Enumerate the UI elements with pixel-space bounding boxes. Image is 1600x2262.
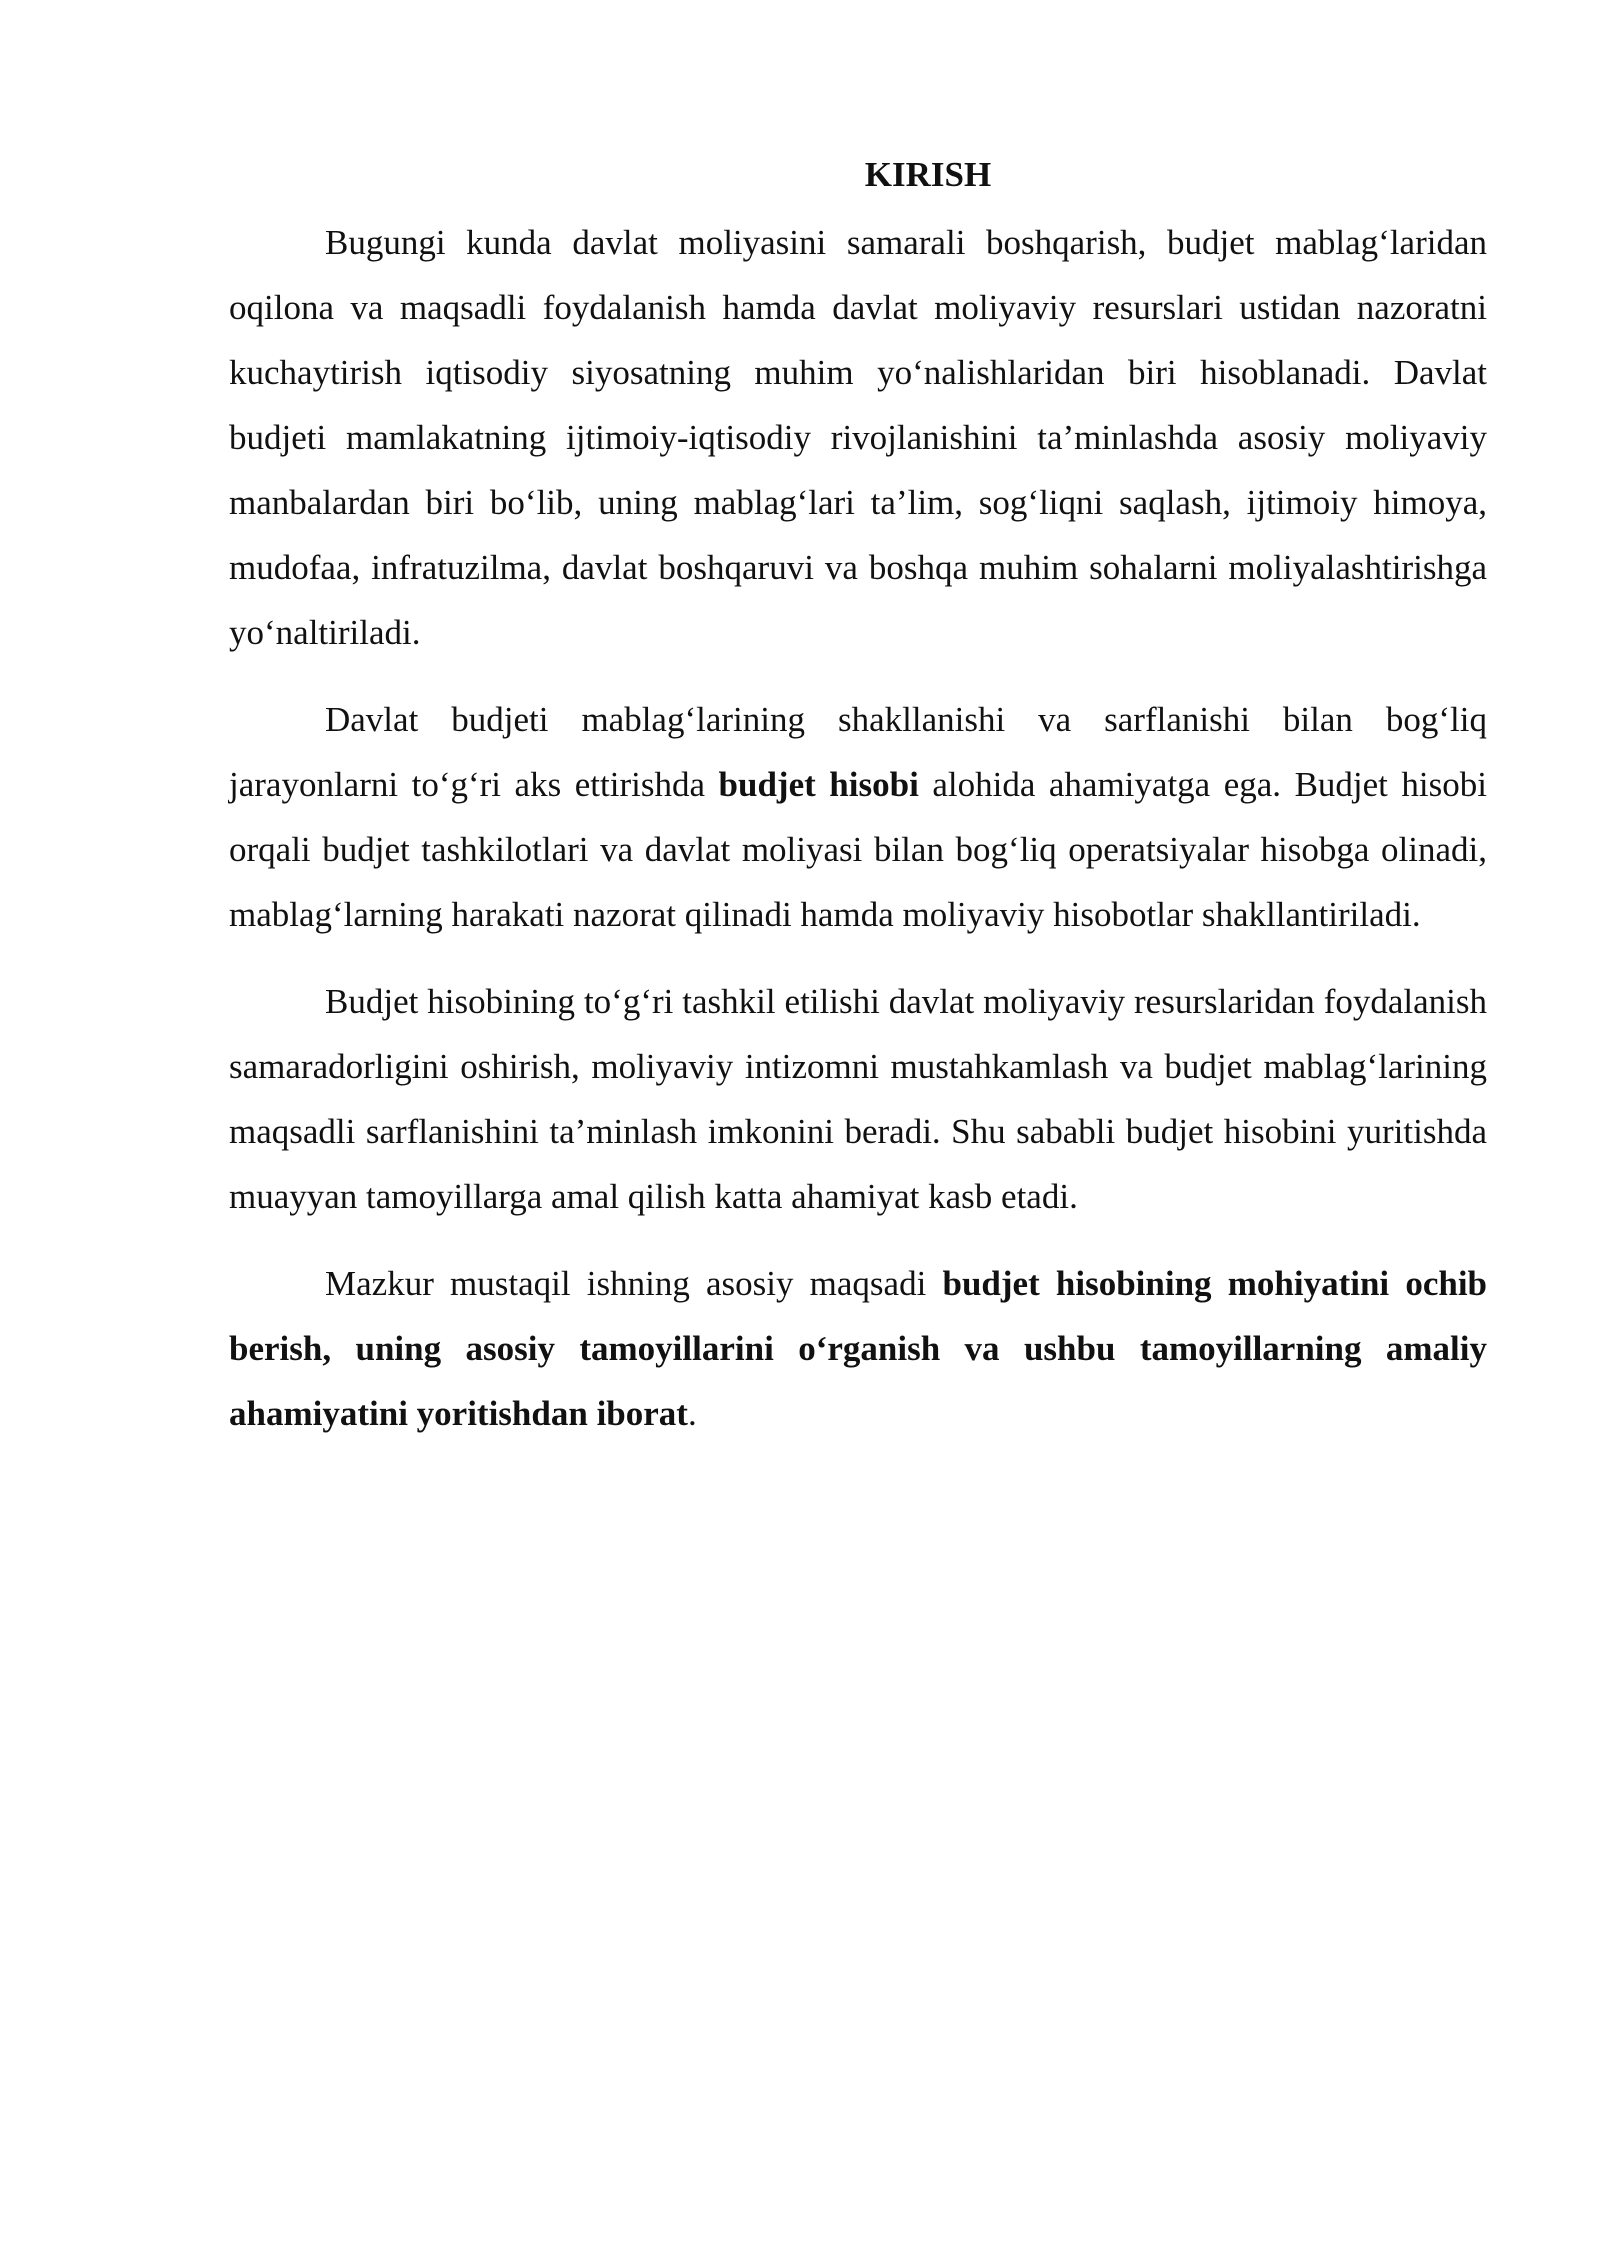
paragraph-text: Davlat budjeti mablag‘larining shakllanishi va sarflanishi bilan bog‘liq jarayonlarni to‘g‘ri aks ettirishda (229, 700, 1487, 804)
bold-term: budjet hisobi (718, 765, 919, 804)
bold-goal: budjet hisobining mohiyatini ochib berish, uning asosiy tamoyillarini o‘rganish va ushbu tamoyillarning amaliy ahamiyatini yoritishdan iborat (229, 1264, 1488, 1433)
paragraph-text: alohida ahamiyatga ega. Budjet hisobi orqali budjet tashkilotlari va davlat moliyasi bilan bog‘liq operatsiyalar hisobga olinadi, mablag‘larning harakati nazorat qilinadi hamda moliyaviy hisobotlar shakllantiriladi. (229, 765, 1488, 934)
paragraph-budget-accounting (229, 687, 1487, 947)
document-body (229, 150, 1487, 1468)
paragraph-goal (229, 1251, 1487, 1446)
paragraph-organization: Budjet hisobining to‘g‘ri tashkil etilishi davlat moliyaviy resurslaridan foydalanish samaradorligini oshirish, moliyaviy intizomni mustahkamlash va budjet mablag‘larining maqsadli sarflanishini ta’minlash imkonini beradi. Shu sababli budjet hisobini yuritishda muayyan tamoyillarga amal qilish katta ahamiyat kasb etadi. (229, 982, 1487, 1216)
paragraph-text: Mazkur mustaqil ishning asosiy maqsadi (325, 1264, 943, 1303)
page-title: KIRISH (864, 155, 992, 194)
paragraph-text: . (687, 1394, 697, 1433)
paragraph-intro: Bugungi kunda davlat moliyasini samarali boshqarish, budjet mablag‘laridan oqilona va maqsadli foydalanish hamda davlat moliyaviy resurslari ustidan nazoratni kuchaytirish iqtisodiy siyosatning muhim yo‘nalishlaridan biri hisoblanadi. Davlat budjeti mamlakatning ijtimoiy-iqtisodiy rivojlanishini ta’minlashda asosiy moliyaviy manbalardan biri bo‘lib, uning mablag‘lari ta’lim, sog‘liqni saqlash, ijtimoiy himoya, mudofaa, infratuzilma, davlat boshqaruvi va boshqa muhim sohalarni moliyalashtirishga yo‘naltiriladi. (229, 223, 1487, 652)
